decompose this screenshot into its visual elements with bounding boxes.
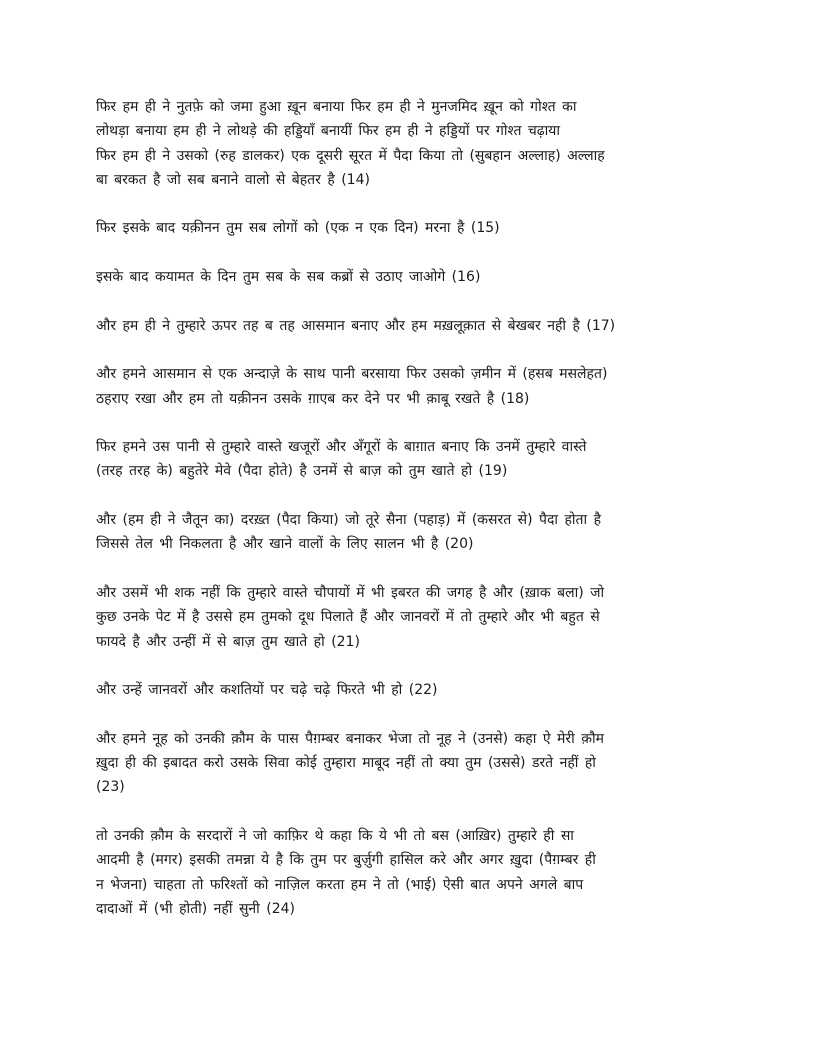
text-line: और उसमें भी शक नहीं कि तुम्हारे वास्ते चौपायों में भी इबरत की जगह है और (ख़ाक बला) जो	[96, 584, 605, 601]
text-line: तो उनकी क़ौम के सरदारों ने जो काफ़िर थे कहा कि ये भी तो बस (आख़िर) तुम्हारे ही सा	[96, 827, 574, 844]
text-line: और हमने नूह को उनकी क़ौम के पास पैग़म्बर बनाकर भेजा तो नूह ने (उनसे) कहा ऐ मेरी क़ौम	[96, 730, 604, 747]
text-line: बा बरकत है जो सब बनाने वालो से बेहतर है (14)	[96, 171, 370, 188]
verse-22	[96, 678, 712, 702]
paragraph-gap	[96, 411, 712, 435]
text-line: फिर हमने उस पानी से तुम्हारे वास्ते खजूरों और अँगूरों के बाग़ात बनाए कि उनमें तुम्हारे वास्ते	[96, 439, 587, 456]
text-line: आदमी है (मगर) इसकी तमन्ना ये है कि तुम पर बुर्ज़ुगी हासिल करे और अगर ख़ुदा (पैग़म्बर ही	[96, 852, 596, 869]
paragraph-gap	[96, 338, 712, 362]
text-line: फिर हम ही ने नुतफ़े को जमा हुआ ख़ून बनाया फिर हम ही ने मुनजमिद ख़ून को गोश्त का	[96, 99, 577, 115]
text-line: और हम ही ने तुम्हारे ऊपर तह ब तह आसमान बनाए और हम मख़लूक़ात से बेखबर नही है (17)	[96, 317, 616, 334]
verse-23	[96, 727, 712, 800]
text-line: और हमने आसमान से एक अन्दाज़े के साथ पानी बरसाया फिर उसको ज़मीन में (हसब मसलेहत)	[96, 366, 608, 383]
paragraph-gap	[96, 241, 712, 265]
text-line: कुछ उनके पेट में है उससे हम तुमको दूध पिलाते हैं और जानवरों में तो तुम्हारे और भी बहुत से	[96, 609, 600, 626]
text-line: दादाओं में (भी होती) नहीं सुनी (24)	[96, 900, 295, 917]
paragraph-gap	[96, 289, 712, 313]
paragraph-gap	[96, 484, 712, 508]
document-page	[96, 95, 712, 921]
verse-14	[96, 95, 712, 192]
text-line: फिर हम ही ने उसको (रुह डालकर) एक दूसरी सूरत में पैदा किया तो (सुबहान अल्लाह) अल्लाह	[96, 147, 605, 164]
text-line: (23)	[96, 779, 125, 796]
text-line: लोथड़ा बनाया हम ही ने लोथड़े की हड्डियाँ बनायीं फिर हम ही ने हड्डियों पर गोश्त चढ़ाया	[96, 123, 561, 140]
verse-16	[96, 265, 712, 289]
verse-18	[96, 362, 712, 411]
verse-21	[96, 581, 712, 654]
paragraph-gap	[96, 800, 712, 824]
text-line: और (हम ही ने जैतून का) दरख़्त (पैदा किया) जो तूरे सैना (पहाड़) में (कसरत से) पैदा होता है	[96, 512, 602, 529]
text-line: जिससे तेल भी निकलता है और खाने वालों के लिए सालन भी है (20)	[96, 536, 474, 553]
paragraph-gap	[96, 702, 712, 726]
text-line: ख़ुदा ही की इबादत करो उसके सिवा कोई तुम्हारा माबूद नहीं तो क्या तुम (उससे) डरते नहीं हो	[96, 755, 596, 772]
text-line: और उन्हें जानवरों और कशतियों पर चढ़े चढ़े फिरते भी हो (22)	[96, 682, 438, 699]
text-line: (तरह तरह के) बहुतेरे मेवे (पैदा होते) है उनमें से बाज़ को तुम खाते हो (19)	[96, 463, 508, 480]
verse-17	[96, 314, 712, 338]
text-line: फिर इसके बाद यक़ीनन तुम सब लोगों को (एक न एक दिन) मरना है (15)	[96, 220, 500, 237]
paragraph-gap	[96, 192, 712, 216]
verse-20	[96, 508, 712, 557]
text-line: न भेजना) चाहता तो फरिश्तों को नाज़िल करता हम ने तो (भाई) ऐसी बात अपने अगले बाप	[96, 876, 584, 893]
verse-15	[96, 216, 712, 240]
paragraph-gap	[96, 654, 712, 678]
verse-19	[96, 435, 712, 484]
text-line: फायदे है और उन्हीं में से बाज़ तुम खाते हो (21)	[96, 633, 360, 650]
text-line: ठहराए रखा और हम तो यक़ीनन उसके ग़ाएब कर देने पर भी क़ाबू रखते है (18)	[96, 390, 530, 407]
paragraph-gap	[96, 557, 712, 581]
text-line: इसके बाद कयामत के दिन तुम सब के सब कब्रों से उठाए जाओगे (16)	[96, 269, 481, 286]
verse-24	[96, 824, 712, 921]
